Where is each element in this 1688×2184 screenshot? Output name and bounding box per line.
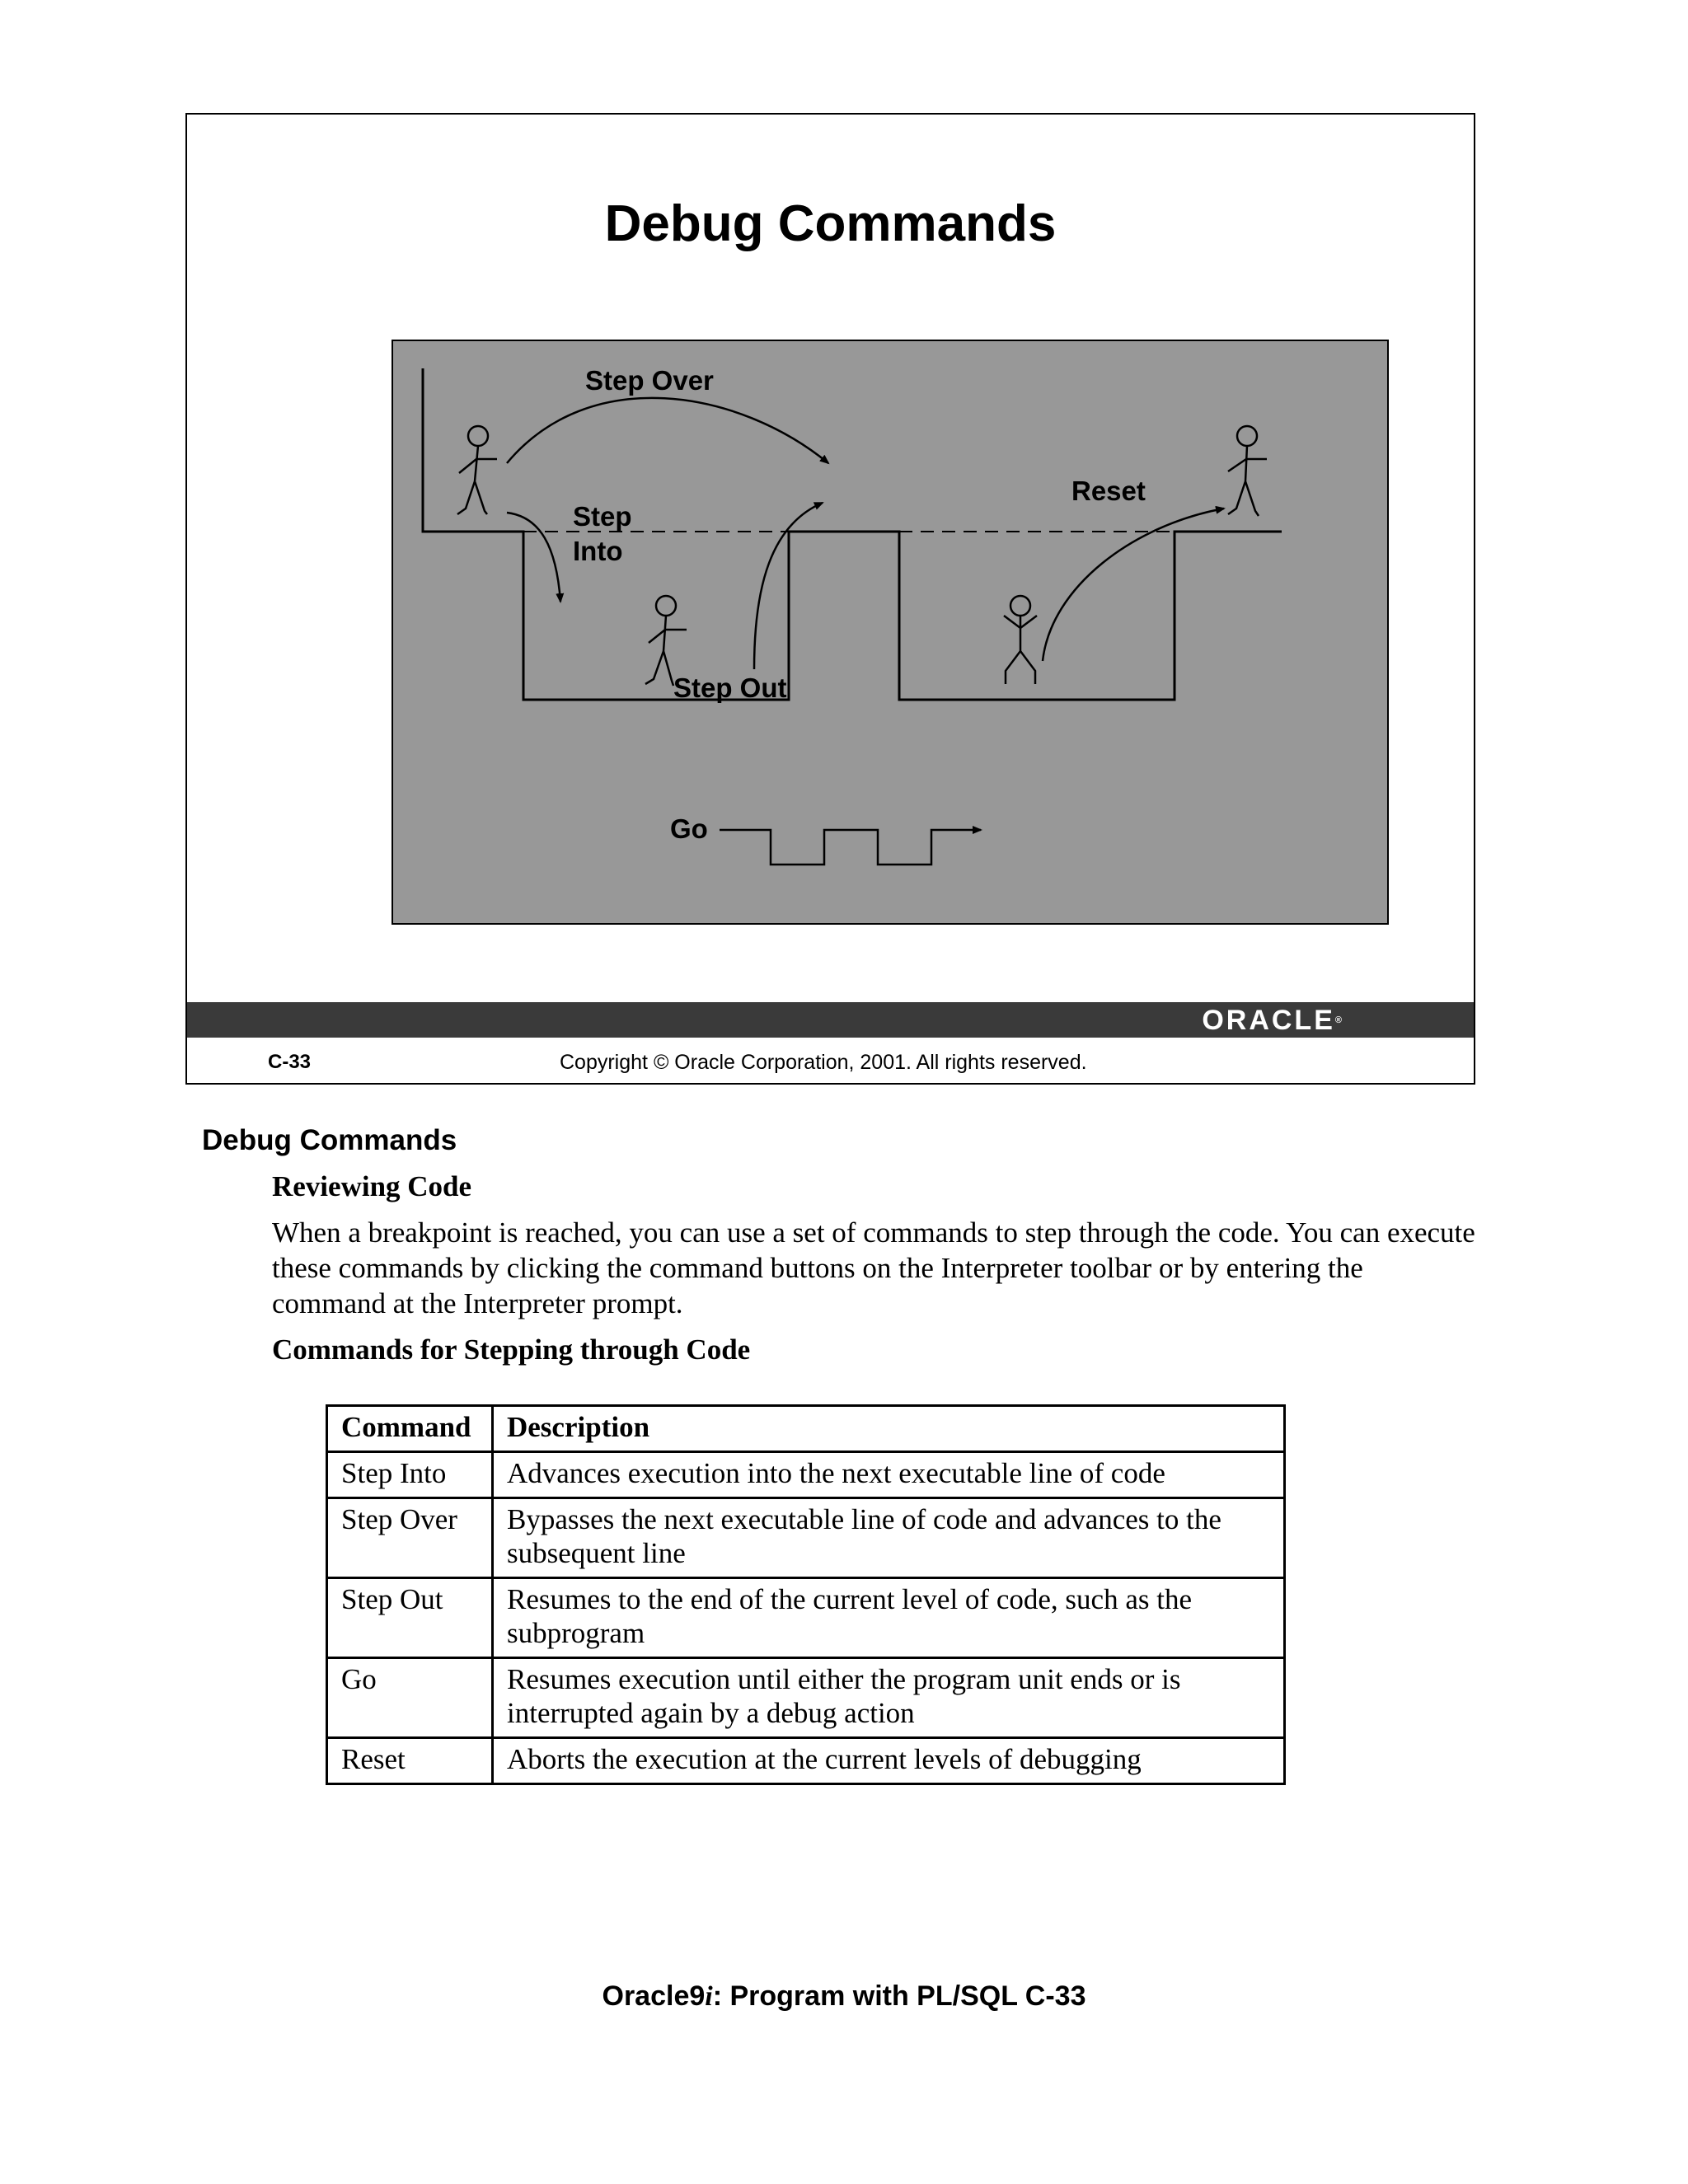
oracle-logo: ORACLE® (1202, 1005, 1342, 1036)
diagram-panel (392, 340, 1388, 924)
slide (185, 113, 1475, 1085)
table-header-row (327, 1406, 1285, 1452)
table-row (327, 1452, 1285, 1498)
subheading-reviewing-code: Reviewing Code (272, 1170, 472, 1202)
label-into: Into (573, 536, 623, 566)
slide-footer (187, 1038, 1474, 1085)
label-go: Go (670, 813, 708, 844)
slide-number: C-33 (268, 1051, 312, 1073)
section-heading: Debug Commands (202, 1124, 457, 1156)
label-step-out: Step Out (673, 673, 787, 703)
header-description: Description (493, 1406, 1285, 1452)
cell-description: Advances execution into the next executable line of code (493, 1452, 1285, 1498)
label-step-over: Step Over (585, 365, 714, 396)
subheading-commands: Commands for Stepping through Code (272, 1333, 751, 1366)
cell-description: Aborts the execution at the current levels of debugging (493, 1738, 1285, 1784)
table-row (327, 1738, 1285, 1784)
cell-command: Step Into (327, 1452, 493, 1498)
page-footer: Oracle9i: Program with PL/SQL C-33 (602, 1980, 1086, 2012)
debug-diagram (392, 340, 1389, 925)
cell-description: Resumes execution until either the program unit ends or is interrupted again by a debug action (493, 1658, 1285, 1738)
table-row (327, 1578, 1285, 1658)
table-row (327, 1498, 1285, 1578)
label-reset: Reset (1071, 476, 1146, 506)
oracle-bar (187, 1002, 1474, 1038)
header-command: Command (327, 1406, 493, 1452)
commands-table (326, 1404, 1286, 1785)
body-paragraph: When a breakpoint is reached, you can use a set of commands to step through the code. You can execute these commands by clicking the command buttons on the Interpreter toolbar or by entering the command at the Interpreter prompt. (272, 1216, 1475, 1319)
label-step: Step (573, 501, 632, 532)
cell-command: Go (327, 1658, 493, 1738)
table-row (327, 1658, 1285, 1738)
cell-command: Step Out (327, 1578, 493, 1658)
slide-title: Debug Commands (604, 195, 1057, 252)
cell-description: Resumes to the end of the current level of code, such as the subprogram (493, 1578, 1285, 1658)
cell-description: Bypasses the next executable line of code and advances to the subsequent line (493, 1498, 1285, 1578)
copyright: Copyright © Oracle Corporation, 2001. All rights reserved. (560, 1051, 1087, 1074)
cell-command: Step Over (327, 1498, 493, 1578)
cell-command: Reset (327, 1738, 493, 1784)
